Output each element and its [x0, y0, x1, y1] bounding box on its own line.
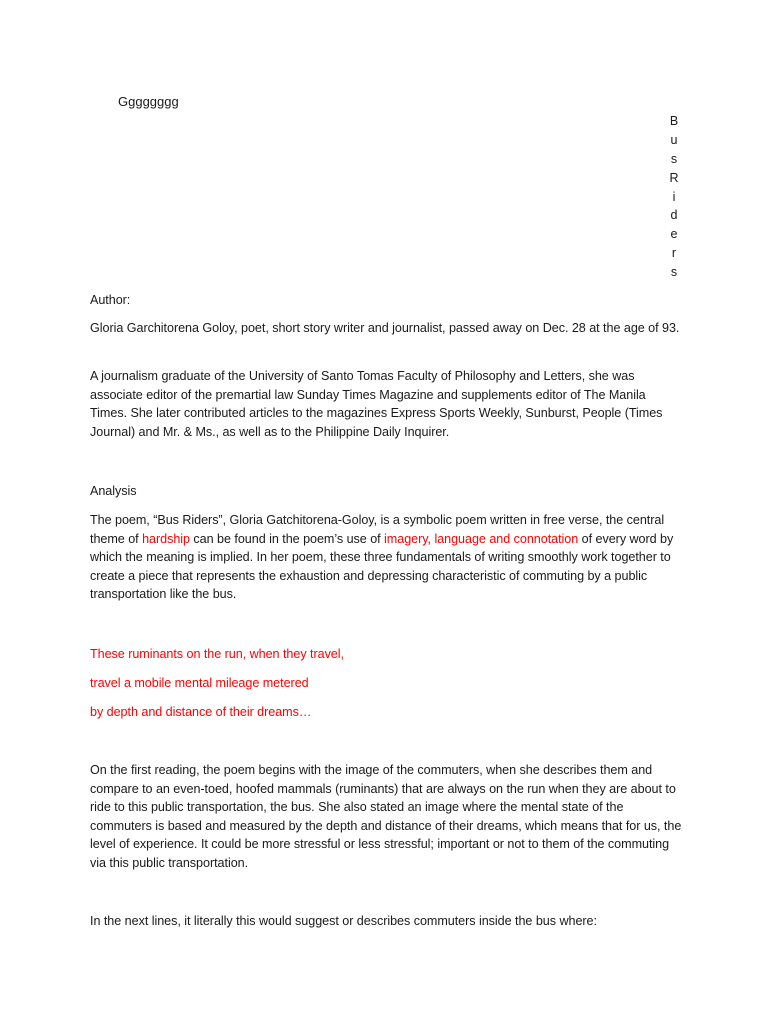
scrawl-text: Gggggggg [118, 94, 179, 109]
analysis-text: can be found in the poem’s use of [189, 531, 385, 546]
poem-line-2: travel a mobile mental mileage metered [90, 676, 309, 690]
vertical-title [668, 112, 680, 282]
analysis-heading: Analysis [90, 484, 137, 498]
author-paragraph-2: A journalism graduate of the University of Santo Tomas Faculty of Philosophy and Letters, she was associate editor of the premartial law Sunday Times Magazine and supplements editor of The Manila Times. She later contributed articles to the magazines Express Sports Weekly, Sunburst, People (Times Journal) and Mr. & Ms., as well as to the Philippine Daily Inquirer. [90, 369, 663, 439]
highlight-hardship: hardship [142, 531, 190, 546]
title-letter: r [671, 246, 677, 261]
body-paragraph-1: On the first reading, the poem begins with the image of the commuters, when she describes them and compare to an even-toed, hoofed mammals (ruminants) that are always on the run when they are about to ride to this public transportation, the bus. She also stated an image where the mental state of the commuters is based and measured by the depth and distance of their dreams, which means that for us, the level of experience. It could be more stressful or less stressful; important or not to them of the commuting via this public transportation. [90, 763, 682, 870]
analysis-text: of every word by which the meaning is implied. In her poem, these three fundamentals of writing smoothly work together to create a piece that represents the exhaustion and depressing characteristic of commuting by a public transportation like the bus. [90, 531, 674, 602]
title-letter: R [669, 170, 679, 185]
title-letter: s [670, 151, 678, 166]
poem-line-3: by depth and distance of their dreams… [90, 705, 312, 719]
poem-line-1: These ruminants on the run, when they travel, [90, 647, 344, 661]
title-letter: d [670, 208, 678, 223]
title-letter: B [669, 114, 679, 128]
title-letter: u [670, 132, 678, 147]
author-heading: Author: [90, 293, 131, 307]
title-letter: i [672, 189, 676, 204]
title-letter: s [670, 265, 678, 280]
author-paragraph-1: Gloria Garchitorena Goloy, poet, short story writer and journalist, passed away on Dec. 28 at the age of 93. [90, 321, 680, 335]
highlight-imagery: imagery, language and connotation [384, 531, 579, 546]
analysis-paragraph [90, 511, 682, 604]
title-letter: e [670, 227, 678, 242]
analysis-text: The poem, “Bus Riders”, Gloria Gatchitorena-Goloy, is a symbolic poem written in free verse, the central theme of [90, 513, 665, 546]
body-paragraph-2: In the next lines, it literally this would suggest or describes commuters inside the bus where: [90, 914, 597, 928]
